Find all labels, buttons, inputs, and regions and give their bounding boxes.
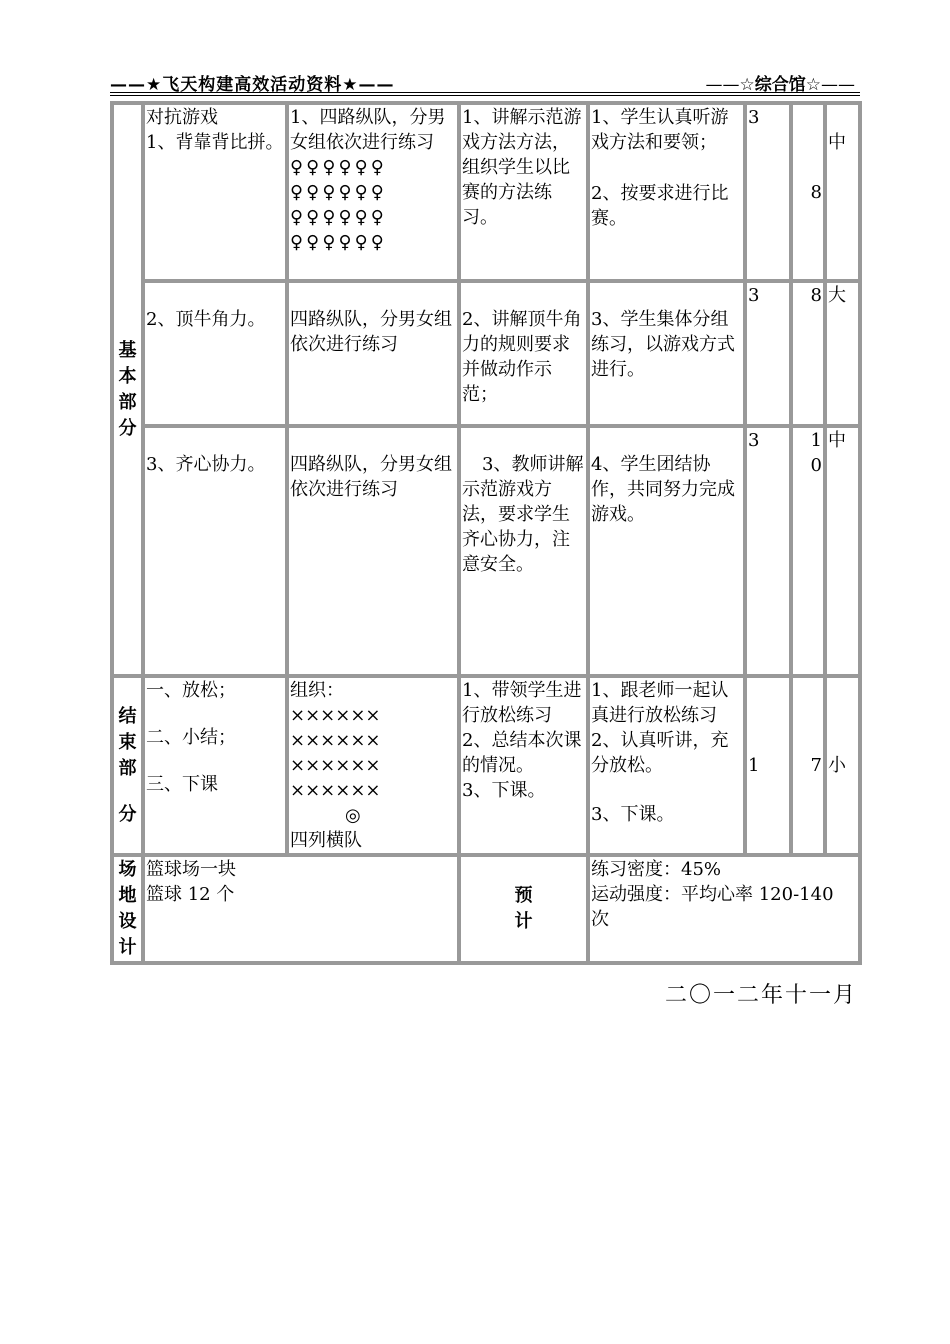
formation-row: ♀♀♀♀♀♀ <box>290 232 387 253</box>
basic-row-1 <box>112 103 860 281</box>
student-line: 2、认真听讲，充分放松。 <box>591 730 729 776</box>
intensity-cell <box>825 426 860 676</box>
teacher-cell <box>459 426 588 676</box>
content-line: 一、放松； <box>146 680 236 701</box>
student-line: 3、下课。 <box>591 804 675 825</box>
org-line: 组织： <box>290 680 344 701</box>
student-cell <box>588 281 745 426</box>
section-venue <box>112 855 143 963</box>
formation-row: ×××××× <box>290 705 381 726</box>
venue-line: 篮球场一块 <box>146 859 236 880</box>
header-rule-double <box>110 95 860 96</box>
content-cell <box>143 676 287 855</box>
estimate-label <box>459 855 588 963</box>
student-line: 4、学生团结协作，共同努力完成游戏。 <box>591 454 735 525</box>
density-line: 练习密度：45% <box>591 859 722 880</box>
minutes-value: 10 <box>810 430 822 476</box>
minutes-value: 7 <box>810 755 822 776</box>
section-char: 地 <box>118 885 137 906</box>
student-line: 1、跟老师一起认真进行放松练习 <box>591 680 729 726</box>
student-cell <box>588 676 745 855</box>
header-rule <box>110 92 860 93</box>
teacher-position-icon: ◎ <box>345 805 361 826</box>
content-cell <box>143 281 287 426</box>
content-line: 3、齐心协力。 <box>146 454 266 475</box>
organization-cell <box>287 426 459 676</box>
estimate-cell <box>588 855 860 963</box>
student-cell <box>588 426 745 676</box>
minutes-cell <box>791 281 825 426</box>
intensity-cell <box>825 281 860 426</box>
section-char: 基 <box>118 339 137 361</box>
intensity-value: 中 <box>828 132 846 153</box>
lesson-plan-table <box>110 101 862 965</box>
estimate-char: 计 <box>514 911 533 932</box>
org-line: 四路纵队，分男女组依次进行练习 <box>290 309 452 355</box>
estimate-char: 预 <box>514 885 533 906</box>
intensity-value: 大 <box>828 285 846 306</box>
minutes-cell <box>791 426 825 676</box>
times-value: 3 <box>748 107 760 128</box>
content-cell <box>143 426 287 676</box>
times-cell <box>745 103 791 281</box>
org-line: 1、四路纵队，分男女组依次进行练习 <box>290 107 446 153</box>
times-cell <box>745 676 791 855</box>
times-value: 1 <box>748 755 760 776</box>
stamp-icon: 综合馆 <box>754 75 806 95</box>
content-cell <box>143 103 287 281</box>
org-line: 四列横队 <box>290 830 362 851</box>
teacher-line: 2、总结本次课的情况。 <box>462 730 582 776</box>
venue-line: 篮球 12 个 <box>146 884 235 905</box>
content-line: 1、背靠背比拼。 <box>146 132 284 153</box>
times-cell <box>745 426 791 676</box>
intensity-cell <box>825 676 860 855</box>
student-line: 1、学生认真听游戏方法和要领； <box>591 107 729 153</box>
formation-row: ♀♀♀♀♀♀ <box>290 182 387 203</box>
teacher-cell <box>459 103 588 281</box>
section-char: 分 <box>118 417 137 439</box>
header-right-suffix: ☆—— <box>805 75 855 95</box>
times-cell <box>745 281 791 426</box>
section-char: 设 <box>118 911 137 932</box>
content-line: 二、小结； <box>146 727 236 748</box>
teacher-line: 3、教师讲解示范游戏方法，要求学生齐心协力，注意安全。 <box>462 454 584 575</box>
basic-row-2 <box>112 281 860 426</box>
header-right-prefix: ——☆ <box>705 75 755 95</box>
intensity-cell <box>825 103 860 281</box>
minutes-value: 8 <box>810 182 822 203</box>
content-line: 对抗游戏 <box>146 107 218 128</box>
organization-cell <box>287 103 459 281</box>
organization-cell <box>287 676 459 855</box>
content-line: 2、顶牛角力。 <box>146 309 266 330</box>
section-char: 场 <box>118 859 137 880</box>
minutes-cell <box>791 103 825 281</box>
section-char: 束 <box>118 731 137 753</box>
minutes-value: 8 <box>810 285 822 306</box>
teacher-line: 1、讲解示范游戏方法方法，组织学生以比赛的方法练习。 <box>462 107 582 228</box>
teacher-cell <box>459 676 588 855</box>
formation-row: ×××××× <box>290 780 381 801</box>
organization-cell <box>287 281 459 426</box>
student-line: 3、学生集体分组练习，以游戏方式进行。 <box>591 309 735 380</box>
venue-row <box>112 855 860 963</box>
teacher-line: 1、带领学生进行放松练习 <box>462 680 582 726</box>
student-line: 2、按要求进行比赛。 <box>591 183 729 229</box>
intensity-line: 运动强度：平均心率 120-140 次 <box>591 884 834 930</box>
teacher-line: 2、讲解顶牛角力的规则要求并做动作示范； <box>462 309 582 405</box>
venue-cell <box>143 855 459 963</box>
basic-row-3 <box>112 426 860 676</box>
content-line: 三、下课 <box>146 774 218 795</box>
formation-row: ×××××× <box>290 755 381 776</box>
times-value: 3 <box>748 285 760 306</box>
ending-row <box>112 676 860 855</box>
section-char: 部 <box>118 391 137 413</box>
teacher-line: 3、下课。 <box>462 780 546 801</box>
times-value: 3 <box>748 430 760 451</box>
section-char: 部 <box>118 757 137 779</box>
section-char: 结 <box>118 705 137 727</box>
section-char: 分 <box>118 803 137 825</box>
formation-row: ♀♀♀♀♀♀ <box>290 207 387 228</box>
section-basic <box>112 103 143 676</box>
formation-row: ♀♀♀♀♀♀ <box>290 157 387 178</box>
org-line: 四路纵队，分男女组依次进行练习 <box>290 454 452 500</box>
header-title: ——★飞天构建高效活动资料★—— <box>110 75 395 95</box>
student-cell <box>588 103 745 281</box>
minutes-cell <box>791 676 825 855</box>
section-char: 本 <box>118 365 137 387</box>
section-ending <box>112 676 143 855</box>
section-char: 计 <box>118 937 137 958</box>
intensity-value: 中 <box>828 430 846 451</box>
teacher-cell <box>459 281 588 426</box>
formation-row: ×××××× <box>290 730 381 751</box>
document-date: 二〇一二年十一月 <box>664 983 857 1008</box>
intensity-value: 小 <box>828 755 846 776</box>
